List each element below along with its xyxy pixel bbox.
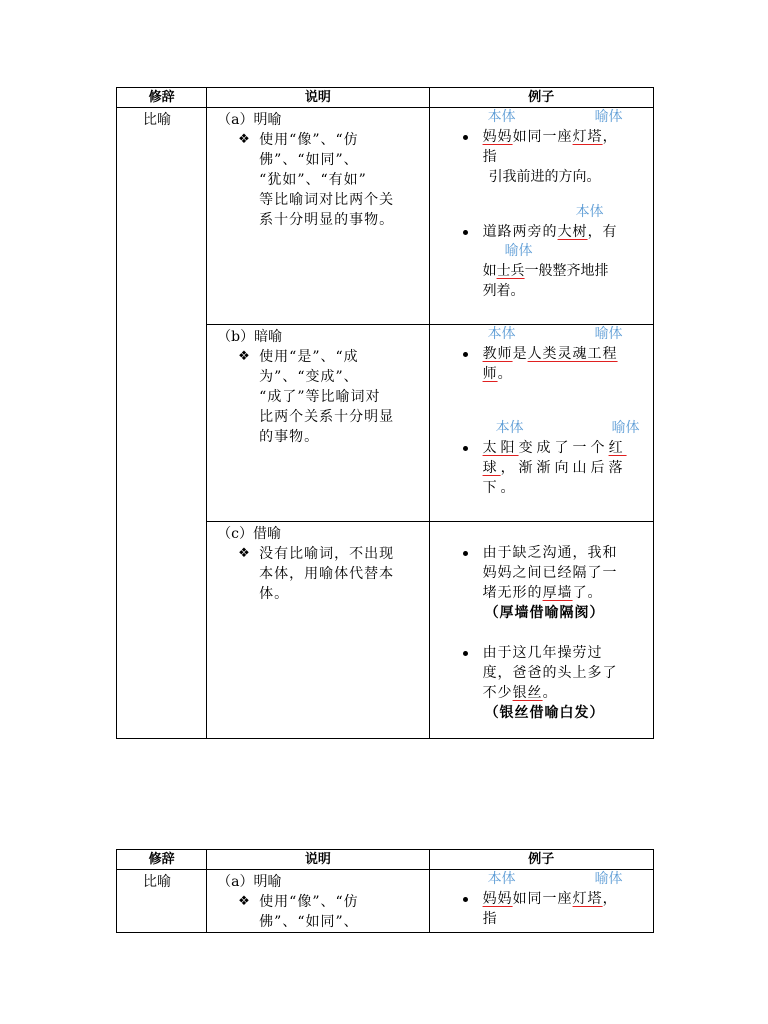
vehicle-tag: 喻体 <box>611 420 640 436</box>
metonymy-note-1: （厚墙借喻隔阂） <box>484 605 605 621</box>
tag-row <box>458 108 645 127</box>
diamond-bullet-icon: ❖ <box>238 132 251 147</box>
metaphor-example-1: 教师是人类灵魂工程 师。 <box>458 344 645 384</box>
simile-heading: （a）明喻 <box>217 874 282 890</box>
metonymy-explanation: ❖ 没有比喻词，不出现 本体，用喻体代替本 体。 <box>238 546 395 602</box>
metonymy-note-2: （银丝借喻白发） <box>484 705 605 721</box>
metaphor-example-2: 太阳变成了一个红 球，渐渐向山后落 下。 <box>458 438 645 498</box>
metonymy-examples-cell <box>429 522 653 739</box>
term-cell <box>117 108 207 739</box>
simile-example-1-continued: 引我前进的方向。 <box>488 169 601 185</box>
header-rhetoric: 修辞 <box>117 850 207 870</box>
header-row <box>117 88 654 108</box>
simile-explanation: ❖ 使用“像”、“仿 佛”、“如同”、 <box>238 894 359 930</box>
header-rhetoric: 修辞 <box>117 88 207 108</box>
bullet-icon <box>463 446 468 451</box>
simile-examples-cell <box>429 870 653 933</box>
header-examples: 例子 <box>429 88 653 108</box>
header-row <box>117 850 654 870</box>
header-examples: 例子 <box>429 850 653 870</box>
simile-example-2-continued: 如士兵一般整齐地排 列着。 <box>482 263 609 299</box>
tenor-tag: 本体 <box>575 204 604 220</box>
bullet-icon <box>463 230 468 235</box>
diamond-bullet-icon: ❖ <box>238 546 251 561</box>
simile-heading: （a）明喻 <box>217 112 282 128</box>
term-cell <box>117 870 207 933</box>
bullet-icon <box>463 551 468 556</box>
simile-explanation-cell <box>207 108 429 325</box>
bullet-icon <box>463 135 468 140</box>
term-label: 比喻 <box>143 874 171 890</box>
simile-explanation: ❖ 使用“像”、“仿 佛”、“如同”、 “犹如”、“有如” 等比喻词对比两个关 系十分明显的事物。 <box>238 132 395 228</box>
simile-example-1: 妈妈如同一座灯塔， 指 <box>458 127 645 167</box>
metonymy-explanation-cell <box>207 522 429 739</box>
metonymy-example-2: 由于这几年操劳过 度，爸爸的头上多了 不少银丝。 （银丝借喻白发） <box>458 643 645 723</box>
vehicle-tag: 喻体 <box>504 243 533 259</box>
term-label: 比喻 <box>143 112 171 128</box>
simile-examples-cell <box>429 108 653 325</box>
diamond-bullet-icon: ❖ <box>238 349 251 364</box>
metonymy-heading: （c）借喻 <box>217 526 281 542</box>
simile-example-2: 道路两旁的大树，有 <box>458 222 645 242</box>
metaphor-heading: （b）暗喻 <box>217 329 283 345</box>
tenor-tag: 本体 <box>495 420 524 436</box>
simile-row <box>117 870 654 933</box>
tenor-tag: 本体 <box>487 871 516 887</box>
header-explanation: 说明 <box>207 850 429 870</box>
diamond-bullet-icon: ❖ <box>238 894 251 909</box>
vehicle-tag: 喻体 <box>594 871 623 887</box>
bullet-icon <box>463 651 468 656</box>
vehicle-tag: 喻体 <box>594 109 623 125</box>
figure-of-speech-table <box>116 87 654 739</box>
vehicle-tag: 喻体 <box>594 326 623 342</box>
simile-explanation-cell <box>207 870 429 933</box>
tenor-tag: 本体 <box>487 326 516 342</box>
figure-of-speech-table-repeat <box>116 849 654 933</box>
metonymy-example-1: 由于缺乏沟通，我和 妈妈之间已经隔了一 堵无形的厚墙了。 （厚墙借喻隔阂） <box>458 543 645 623</box>
tenor-tag: 本体 <box>487 109 516 125</box>
simile-example-1: 妈妈如同一座灯塔， 指 <box>458 889 645 929</box>
bullet-icon <box>463 897 468 902</box>
metaphor-examples-cell <box>429 325 653 522</box>
metaphor-explanation-cell <box>207 325 429 522</box>
metaphor-explanation: ❖ 使用“是”、“成 为”、“变成”、 “成了”等比喻词对 比两个关系十分明显 的事物。 <box>238 349 395 445</box>
simile-row <box>117 108 654 325</box>
header-explanation: 说明 <box>207 88 429 108</box>
bullet-icon <box>463 352 468 357</box>
